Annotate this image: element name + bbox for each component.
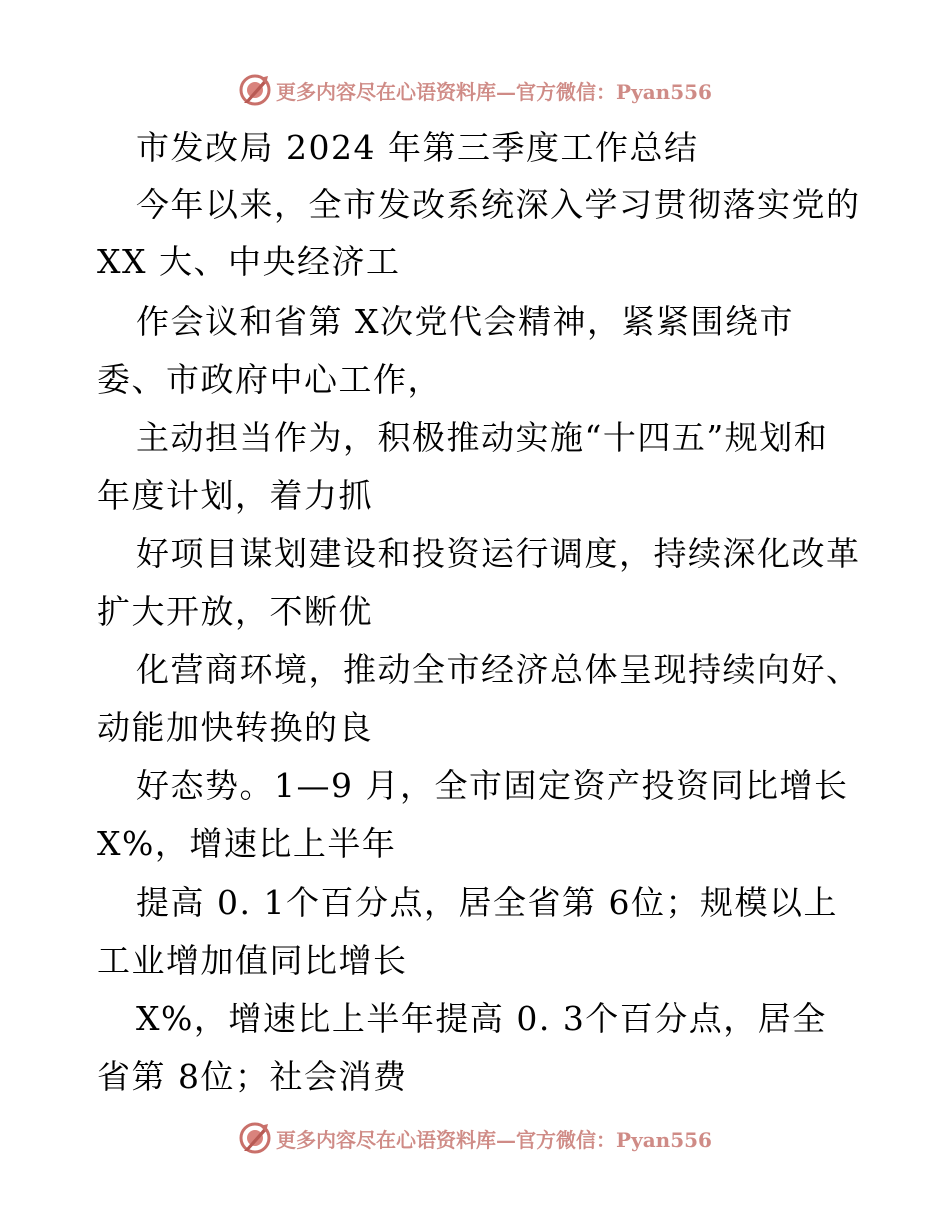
text-line: 动能加快转换的良 [97,708,373,747]
text-line: 扩大开放，不断优 [97,592,373,631]
text-line: 主动担当作为，积极推动实施“十四五”规划和 [136,418,829,457]
header-watermark [0,70,950,110]
quill-logo-icon [238,73,272,107]
text-line: 今年以来，全市发改系统深入学习贯彻落实党的 [136,185,861,224]
quill-logo-icon [238,1121,272,1155]
text-line: 好态势。1—9 月，全市固定资产投资同比增长 [136,766,849,805]
text-line: 作会议和省第 X次党代会精神，紧紧围绕市 [136,302,794,341]
text-line: X%，增速比上半年提高 0. 3个百分点，居全 [136,999,827,1038]
text-line: 提高 0. 1个百分点，居全省第 6位；规模以上 [136,883,838,922]
text-line: 年度计划，着力抓 [97,476,373,515]
text-line: 省第 8位；社会消费 [97,1057,408,1096]
text-line: 好项目谋划建设和投资运行调度，持续深化改革 [136,534,861,573]
text-line: 委、市政府中心工作， [97,360,442,399]
document-title: 市发改局 2024 年第三季度工作总结 [136,128,699,167]
text-line: 工业增加值同比增长 [97,941,408,980]
footer-watermark [0,1118,950,1158]
text-line: X%，增速比上半年 [97,824,397,863]
text-line: 化营商环境，推动全市经济总体呈现持续向好、 [136,650,861,689]
text-line: XX 大、中央经济工 [97,242,401,281]
watermark-text: 更多内容尽在心语资料库—官方微信：Pyan556 [276,79,712,104]
watermark-text: 更多内容尽在心语资料库—官方微信：Pyan556 [276,1127,712,1152]
